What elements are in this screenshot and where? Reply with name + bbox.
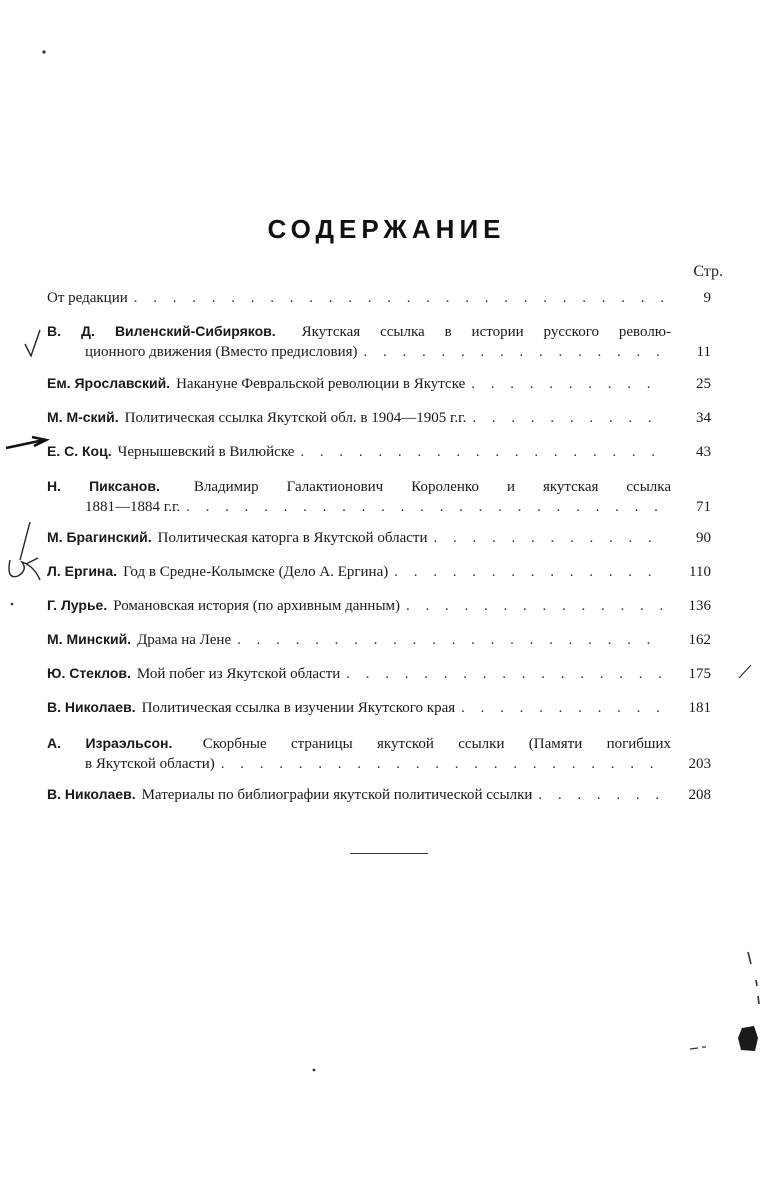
- handwritten-scribble-icon: [4, 520, 44, 590]
- toc-entry: [47, 784, 711, 805]
- entry-title: Романовская история (по архивным данным): [113, 598, 401, 614]
- toc-entry: [47, 373, 711, 394]
- toc-entry: [47, 733, 711, 774]
- page-column-label: Стр.: [693, 263, 723, 280]
- entry-page: 162: [688, 632, 711, 648]
- entry-title: Год в Средне-Колымске (Дело А. Ергина): [123, 564, 389, 580]
- entry-title: Драма на Лене: [137, 632, 232, 648]
- entry-author: Ем. Ярославский.: [47, 375, 171, 391]
- entry-author: Н. Пиксанов.: [47, 478, 160, 494]
- leader-dots: [471, 374, 663, 394]
- entry-author: А. Израэльсон.: [47, 735, 173, 751]
- leader-dots: [433, 528, 663, 548]
- speck-marks-icon: [310, 1066, 318, 1074]
- entry-page: 71: [696, 499, 711, 515]
- entry-title: Политическая каторга в Якутской области: [157, 530, 428, 546]
- entry-page: 175: [688, 666, 711, 682]
- margin-tick-icon: [737, 662, 753, 680]
- entry-title: Чернышевский в Вилюйске: [117, 444, 295, 460]
- entry-title: Мой побег из Якутской области: [136, 666, 341, 682]
- toc-entry: [47, 527, 711, 548]
- toc-entry: [47, 697, 711, 718]
- entry-author: Ю. Стеклов.: [47, 665, 131, 681]
- toc-entry: [47, 441, 711, 462]
- toc-entry: [47, 595, 711, 616]
- entry-line-1: [47, 733, 671, 754]
- leader-dots: [461, 698, 663, 718]
- leader-dots: [394, 562, 663, 582]
- entry-page: 110: [689, 564, 711, 580]
- leader-dots: [538, 785, 663, 805]
- entry-page: 25: [696, 376, 711, 392]
- toc-entry: [47, 629, 711, 650]
- leader-dots: [472, 408, 663, 428]
- leader-dots: [221, 754, 663, 774]
- ink-blot-icon: [736, 1024, 760, 1054]
- entry-author: М. Минский.: [47, 631, 132, 647]
- entry-title: Скорбные страницы якутской ссылки (Памяти погибших: [202, 736, 671, 752]
- entry-title: Накануне Февральской революции в Якутске: [176, 376, 466, 392]
- leader-dots: [134, 288, 663, 308]
- speck-marks-icon: [40, 48, 48, 56]
- checkmark-icon: [22, 326, 44, 360]
- entry-title: Политическая ссылка в изучении Якутского края: [141, 700, 456, 716]
- leader-dots: [364, 342, 664, 362]
- leader-dots: [186, 497, 663, 517]
- closing-rule: [350, 853, 428, 854]
- toc-entry: [47, 288, 711, 308]
- speck-marks-icon: [688, 1044, 708, 1052]
- entry-title: Политическая ссылка Якутской обл. в 1904—1905 г.г.: [124, 410, 467, 426]
- entry-author: В. Д. Виленский-Сибиряков.: [47, 323, 276, 339]
- pencil-arrow-icon: [4, 434, 50, 454]
- entry-title-cont: ционного движения (Вместо предисловия): [85, 344, 358, 360]
- entry-author: Г. Лурье.: [47, 597, 108, 613]
- toc-entry: [47, 663, 711, 684]
- entry-author: Л. Ергина.: [47, 563, 118, 579]
- entry-page: 90: [696, 530, 711, 546]
- entry-page: 34: [696, 410, 711, 426]
- leader-dots: [406, 596, 663, 616]
- entry-title: Якутская ссылка в истории русского револю-: [301, 324, 672, 340]
- entry-title: Материалы по библиографии якутской политической ссылки: [141, 787, 533, 803]
- entry-author: М. Брагинский.: [47, 529, 152, 545]
- entry-author: Е. С. Коц.: [47, 443, 112, 459]
- toc-entry: [47, 407, 711, 428]
- speck-marks-icon: [8, 600, 16, 608]
- entry-line-1: [47, 321, 671, 342]
- entry-page: 136: [688, 598, 711, 614]
- entry-title-cont: в Якутской области): [85, 756, 215, 772]
- entry-page: 181: [688, 700, 711, 716]
- entry-page: 11: [696, 344, 711, 360]
- entry-page: 43: [696, 444, 711, 460]
- toc-entry: [47, 561, 711, 582]
- leader-dots: [300, 442, 663, 462]
- entry-title-cont: 1881—1884 г.г.: [85, 499, 181, 515]
- speck-marks-icon: [744, 950, 764, 1010]
- entry-title: Владимир Галактионович Короленко и якутская ссылка: [193, 479, 672, 495]
- entry-line-1: [47, 476, 671, 497]
- leader-dots: [237, 630, 663, 650]
- entry-author: В. Николаев.: [47, 699, 136, 715]
- entry-title: От редакции: [47, 290, 128, 306]
- entry-page: 208: [688, 787, 711, 803]
- entry-page: 203: [688, 756, 711, 772]
- entry-author: В. Николаев.: [47, 786, 136, 802]
- entry-author: М. М-ский.: [47, 409, 119, 425]
- entry-page: 9: [703, 290, 711, 306]
- toc-entry: [47, 321, 711, 362]
- toc-entry: [47, 476, 711, 517]
- page-title: СОДЕРЖАНИЕ: [267, 214, 506, 244]
- leader-dots: [346, 664, 663, 684]
